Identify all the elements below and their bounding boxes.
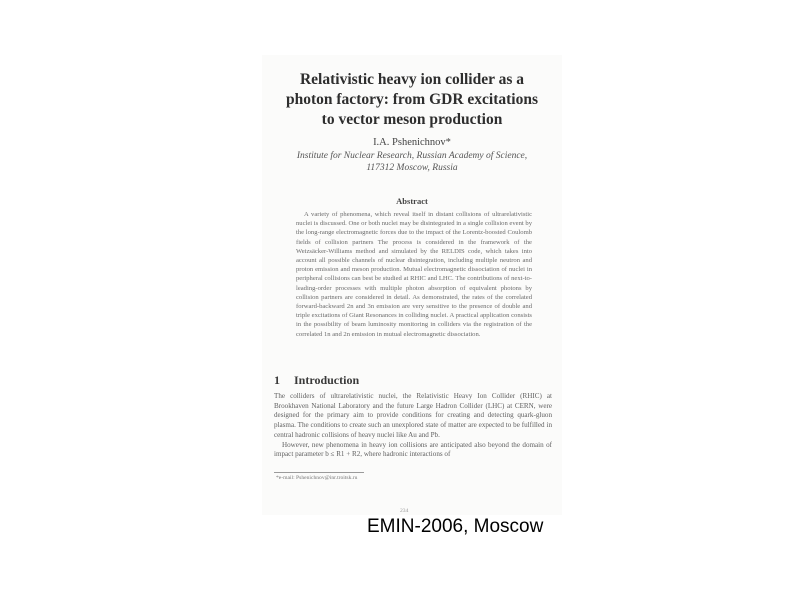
affiliation-line: 117312 Moscow, Russia <box>366 163 458 173</box>
paper-title-line: photon factory: from GDR excitations <box>286 91 538 108</box>
affiliation-line: Institute for Nuclear Research, Russian Academy of Science, <box>296 151 528 161</box>
footnote-divider <box>274 472 364 473</box>
slide-caption: EMIN-2006, Moscow <box>367 516 544 537</box>
section-number: 1 <box>274 373 280 387</box>
footnote: *e-mail: Pshenichnov@inr.troitsk.ru <box>276 475 358 481</box>
introduction-text <box>274 392 552 460</box>
paper-affiliation <box>272 150 552 174</box>
section-heading <box>274 373 359 388</box>
intro-paragraph: However, new phenomena in heavy ion collisions are anticipated also beyond the domain of impact parameter b ≤ R1 + R2, where hadronic interactions of <box>274 440 552 459</box>
intro-paragraph: The colliders of ultrarelativistic nuclei, the Relativistic Heavy Ion Collider (RHIC) at Brookhaven National Laboratory and the future Large Hadron Collider (LHC) at CERN, were designed for the primary aim to provide conditions for creating and detecting quark-gluon plasma. The conditions to create such an unexplored state of matter are expected to be fulfilled in central hadronic collisions of heavy nuclei like Au and Pb. <box>274 392 552 439</box>
abstract-text: A variety of phenomena, which reveal itself in distant collisions of ultrarelativistic nuclei is discussed. One or both nuclei may be disintegrated in a single collision event by the long-range electromagnetic forces due to the impact of the Lorentz-boosted Coulomb fields of collision partners The process is considered in the framework of the Weizsäcker-Williams method and simulated by the RELDIS code, which takes into account all possible channels of nuclear disintegration, including multiple neutron and proton emission and meson production. Mutual electromagnetic dissociation of nuclei in peripheral collisions can best be studied at RHIC and LHC. The contributions of next-to-leading-order processes with multiple photon absorption of equivalent photons by collision partners are considered in detail. As demonstrated, the rates of the correlated forward-backward 2n and 3n emission are very sensitive to the presence of double and triple excitations of Giant Resonances in colliding nuclei. A practical application consists in the possibility of beam luminosity monitoring in colliders via the registration of the correlated 1n and 2n emission in mutual electromagnetic dissociation. <box>296 211 532 338</box>
paper-title-line: Relativistic heavy ion collider as a <box>299 71 525 88</box>
abstract-heading: Abstract <box>396 196 428 206</box>
paper-title <box>272 70 552 130</box>
section-title: Introduction <box>294 373 360 387</box>
page-number: 234 <box>400 508 409 514</box>
paper-author: I.A. Pshenichnov* <box>373 137 451 148</box>
paper-title-line: to vector meson production <box>321 111 503 128</box>
